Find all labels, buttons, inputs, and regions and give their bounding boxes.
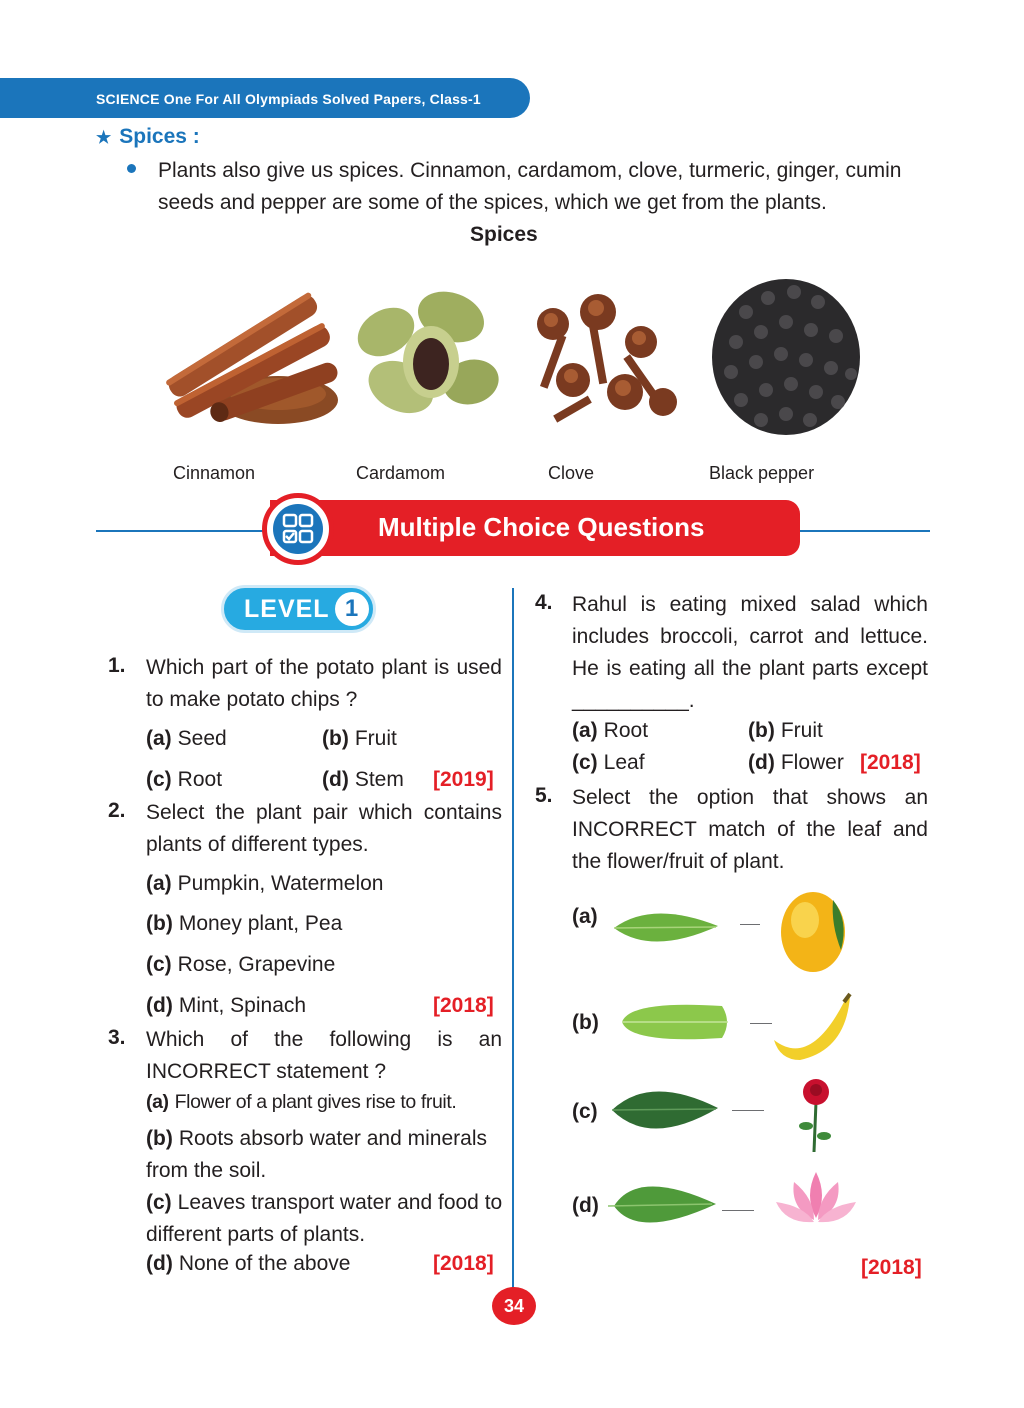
question-text: Select the option that shows an INCORRECT match of the leaf and the flower/fruit of plant. — [572, 786, 928, 873]
option-label: (d) — [572, 1194, 599, 1217]
figure-title: Spices — [470, 223, 538, 246]
level-number: 1 — [335, 592, 369, 626]
black-pepper-image — [706, 262, 866, 442]
dash-connector — [740, 924, 760, 925]
question-text: Select the plant pair which contains plants of different types. — [146, 801, 502, 856]
leaf-image — [610, 1078, 722, 1142]
rose-image — [796, 1076, 836, 1154]
section-heading-spices — [96, 125, 200, 149]
bullet-icon — [127, 164, 136, 173]
running-header: SCIENCE One For All Olympiads Solved Papers, Class-1 — [0, 78, 530, 118]
option-item: (b) Fruit — [322, 727, 397, 750]
spice-label: Black pepper — [709, 463, 815, 483]
page-number: 34 — [492, 1287, 536, 1325]
option-item: (a) Flower of a plant gives rise to fruit. — [146, 1091, 457, 1113]
dash-connector — [732, 1110, 764, 1111]
option-item: (c) Leaf — [572, 751, 645, 774]
clove-image — [513, 262, 691, 442]
option-item: (d) Mint, Spinach — [146, 994, 307, 1017]
question-text: Rahul is eating mixed salad which includes broccoli, carrot and lettuce. He is eating all the plant parts except __________. — [572, 593, 928, 712]
spices-paragraph: Plants also give us spices. Cinnamon, cardamom, clove, turmeric, ginger, cumin seeds and pepper are some of the spices, which we get from the plants. — [158, 159, 902, 214]
level-text: LEVEL — [244, 595, 330, 623]
section-heading-text: Spices : — [119, 125, 200, 148]
question-text: Which of the following is an INCORRECT statement ? — [146, 1028, 502, 1083]
option-item: (c) Rose, Grapevine — [146, 953, 336, 976]
option-label: (c) — [572, 1100, 598, 1123]
question-number: 2. — [108, 799, 126, 822]
option-item: (a) Pumpkin, Watermelon — [146, 872, 384, 895]
mango-image — [775, 880, 855, 975]
mcq-banner: Multiple Choice Questions — [270, 500, 800, 556]
cinnamon-image — [158, 262, 348, 442]
leaf-image — [618, 996, 733, 1048]
leaf-image — [608, 1174, 718, 1234]
option-item: (a) Root — [572, 719, 649, 742]
option-item: (a) Seed — [146, 727, 227, 750]
option-item: (b) Fruit — [748, 719, 823, 742]
level-badge — [221, 585, 376, 633]
option-item: (b) Money plant, Pea — [146, 912, 343, 935]
question-number: 5. — [535, 784, 553, 807]
year-tag: [2018] — [433, 994, 494, 1017]
checklist-icon — [262, 493, 334, 565]
question-text: Which part of the potato plant is used to make potato chips ? — [146, 656, 502, 711]
option-item: (d) None of the above — [146, 1252, 351, 1275]
question-number: 4. — [535, 591, 553, 614]
lotus-image — [774, 1168, 858, 1228]
column-divider — [512, 588, 514, 1288]
option-item: (b) Roots absorb water and minerals from the soil. — [146, 1127, 487, 1182]
spice-label: Clove — [548, 463, 595, 483]
option-item: (c) Leaves transport water and food to different parts of plants. — [146, 1191, 503, 1246]
option-item: (d) Flower — [748, 751, 844, 774]
option-label: (b) — [572, 1011, 599, 1034]
option-item: (c) Root — [146, 768, 223, 791]
dash-connector — [750, 1023, 772, 1024]
question-number: 3. — [108, 1026, 126, 1049]
cardamom-image — [346, 262, 506, 442]
question-number: 1. — [108, 654, 126, 677]
year-tag: [2018] — [861, 1256, 922, 1279]
year-tag: [2018] — [860, 751, 921, 774]
leaf-image — [612, 900, 722, 956]
star-icon: ★ — [96, 128, 112, 147]
spice-label: Cardamom — [356, 463, 446, 483]
option-item: (d) Stem — [322, 768, 404, 791]
year-tag: [2018] — [433, 1252, 494, 1275]
spice-label: Cinnamon — [173, 463, 256, 483]
dash-connector — [722, 1210, 754, 1211]
year-tag: [2019] — [433, 768, 494, 791]
banana-image — [770, 990, 855, 1065]
option-label: (a) — [572, 905, 598, 928]
